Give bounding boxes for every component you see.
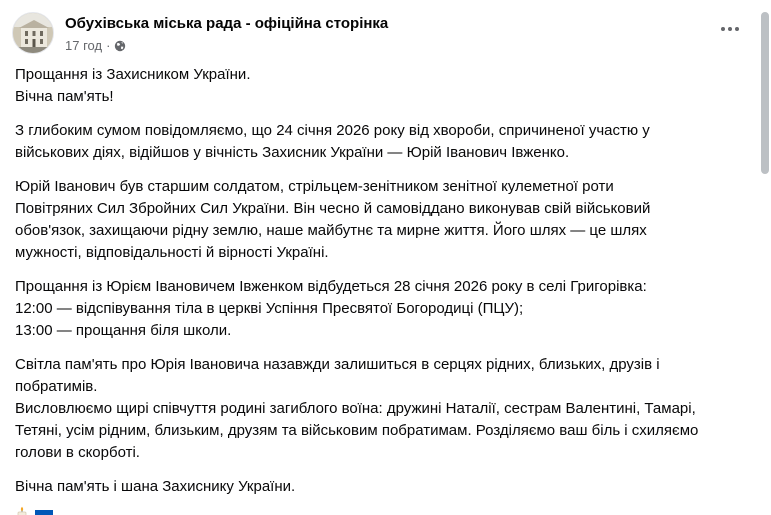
ukraine-flag-icon — [35, 508, 53, 515]
paragraph-schedule — [15, 276, 751, 342]
text-line: Повітряних Сил Збройних Сил України. Він чесно й самовіддано виконував свій військовий — [15, 200, 651, 217]
scrollbar-thumb[interactable] — [761, 12, 769, 174]
post-timestamp[interactable]: 17 год — [65, 38, 103, 53]
paragraph-announcement — [15, 120, 751, 164]
page-avatar[interactable] — [12, 12, 54, 54]
text-line: мужності, відповідальності й вірності Україні. — [15, 244, 329, 261]
text-line: Вічна пам'ять і шана Захиснику України. — [15, 478, 296, 495]
text-line: 12:00 — відспівування тіла в церкві Успіння Пресвятої Богородиці (ПЦУ); — [15, 300, 524, 317]
text-line: Прощання із Юрієм Івановичем Івженком відбудеться 28 січня 2026 року в селі Григорівка: — [15, 278, 647, 295]
candle-icon — [15, 506, 29, 515]
paragraph-closing — [15, 476, 751, 498]
post-header — [12, 12, 388, 60]
paragraph-biography — [15, 176, 751, 264]
text-line: обов'язок, захищаючи рідну землю, наше майбутнє та мирне життя. Його шлях — це шлях — [15, 222, 647, 239]
separator-dot: · — [106, 38, 111, 53]
text-line: Прощання із Захисником України. — [15, 66, 251, 83]
globe-icon[interactable] — [114, 40, 126, 52]
more-horizontal-icon-dot — [721, 27, 725, 31]
post-subline — [65, 38, 388, 53]
more-horizontal-icon-dot — [735, 27, 739, 31]
text-line: голови в скорботі. — [15, 444, 140, 461]
more-horizontal-icon-dot — [728, 27, 732, 31]
post-body — [15, 64, 751, 515]
paragraph-farewell — [15, 64, 751, 108]
text-line: 13:00 — прощання біля школи. — [15, 322, 232, 339]
text-line: Тетяні, усім рідним, близьким, друзям та військовим побратимам. Розділяємо ваш біль і схиляємо — [15, 422, 699, 439]
text-line: Юрій Іванович був старшим солдатом, стрільцем-зенітником зенітної кулеметної роти — [15, 178, 614, 195]
city-hall-avatar-image — [13, 13, 54, 54]
post-meta — [65, 12, 388, 53]
text-line: військових діях, відійшов у вічність Захисник України — Юрій Іванович Івженко. — [15, 144, 570, 161]
text-line: Світла пам'ять про Юрія Івановича назавжди залишиться в серцях рідних, близьких, друзів і — [15, 356, 660, 373]
emoji-row — [15, 506, 751, 515]
page-name-link[interactable]: Обухівська міська рада - офіційна сторінка — [65, 15, 389, 32]
text-line: З глибоким сумом повідомляємо, що 24 січня 2026 року від хвороби, спричиненої участю у — [15, 122, 650, 139]
paragraph-condolences — [15, 354, 751, 464]
scrollbar[interactable] — [761, 0, 769, 515]
text-line: Висловлюємо щирі співчуття родині загиблого воїна: дружині Наталії, сестрам Валентині, Тамарі, — [15, 400, 696, 417]
text-line: Вічна пам'ять! — [15, 88, 114, 105]
more-options-button[interactable] — [712, 17, 748, 41]
text-line: побратимів. — [15, 378, 98, 395]
